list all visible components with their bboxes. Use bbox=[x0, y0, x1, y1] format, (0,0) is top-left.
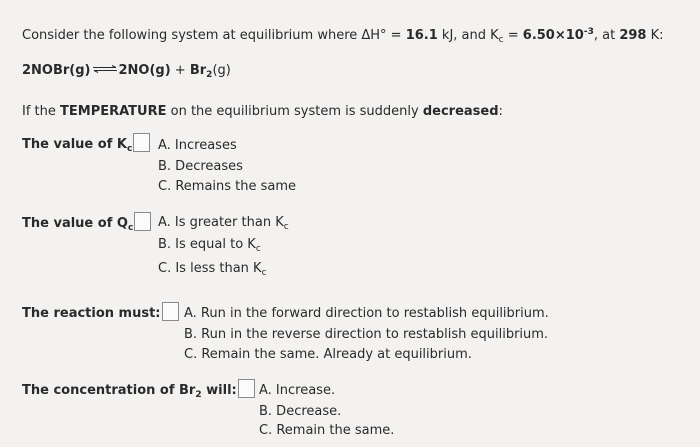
option-a: A. Is greater than $K_c$ bbox=[158, 215, 289, 232]
option-b: B. Decrease. bbox=[259, 404, 342, 419]
option-c: C. Remain the same. bbox=[259, 423, 395, 438]
option-c: C. Remains the same bbox=[158, 179, 297, 194]
problem-statement: Consider the following system at equilibrium where ΔH° = 16.1 kJ, and $K_c = 6.50\times 10^{-3}$, at 298 K: bbox=[22, 27, 664, 45]
option-b: B. Run in the reverse direction to restablish equilibrium. bbox=[184, 327, 549, 342]
reactant: 2NOBr(g) bbox=[22, 63, 91, 78]
option-b: B. Decreases bbox=[158, 159, 243, 174]
option-c: C. Is less than $K_c$ bbox=[158, 261, 267, 278]
option-b: B. Is equal to $K_c$ bbox=[158, 237, 261, 254]
option-a: A. Run in the forward direction to restablish equilibrium. bbox=[184, 306, 549, 321]
answer-box-kc[interactable] bbox=[133, 133, 150, 152]
product-br2: $Br_2(g)$ bbox=[189, 63, 231, 80]
equilibrium-arrow-icon bbox=[92, 65, 118, 73]
product-no: 2NO(g) bbox=[118, 63, 171, 78]
question-qc: The value of $Q_c$ bbox=[22, 212, 153, 233]
answer-box-qc[interactable] bbox=[134, 212, 151, 231]
answer-box-reaction[interactable] bbox=[162, 302, 179, 321]
kc-value: $6.50\times 10^{-3}$ bbox=[522, 27, 594, 43]
question-reaction: The reaction must: bbox=[22, 302, 181, 321]
question-kc: The value of $K_c$ bbox=[22, 133, 152, 154]
reaction-equation: 2NOBr(g) $2NO(g) + Br_2(g)$ bbox=[22, 63, 231, 80]
condition-statement: If the TEMPERATURE on the equilibrium system is suddenly decreased: bbox=[22, 104, 503, 119]
option-a: A. Increases bbox=[158, 138, 237, 153]
option-c: C. Remain the same. Already at equilibrium. bbox=[184, 347, 472, 362]
question-br2: The concentration of $Br_2$ will: bbox=[22, 379, 257, 400]
answer-box-br2[interactable] bbox=[238, 379, 255, 398]
option-a: A. Increase. bbox=[259, 383, 336, 398]
